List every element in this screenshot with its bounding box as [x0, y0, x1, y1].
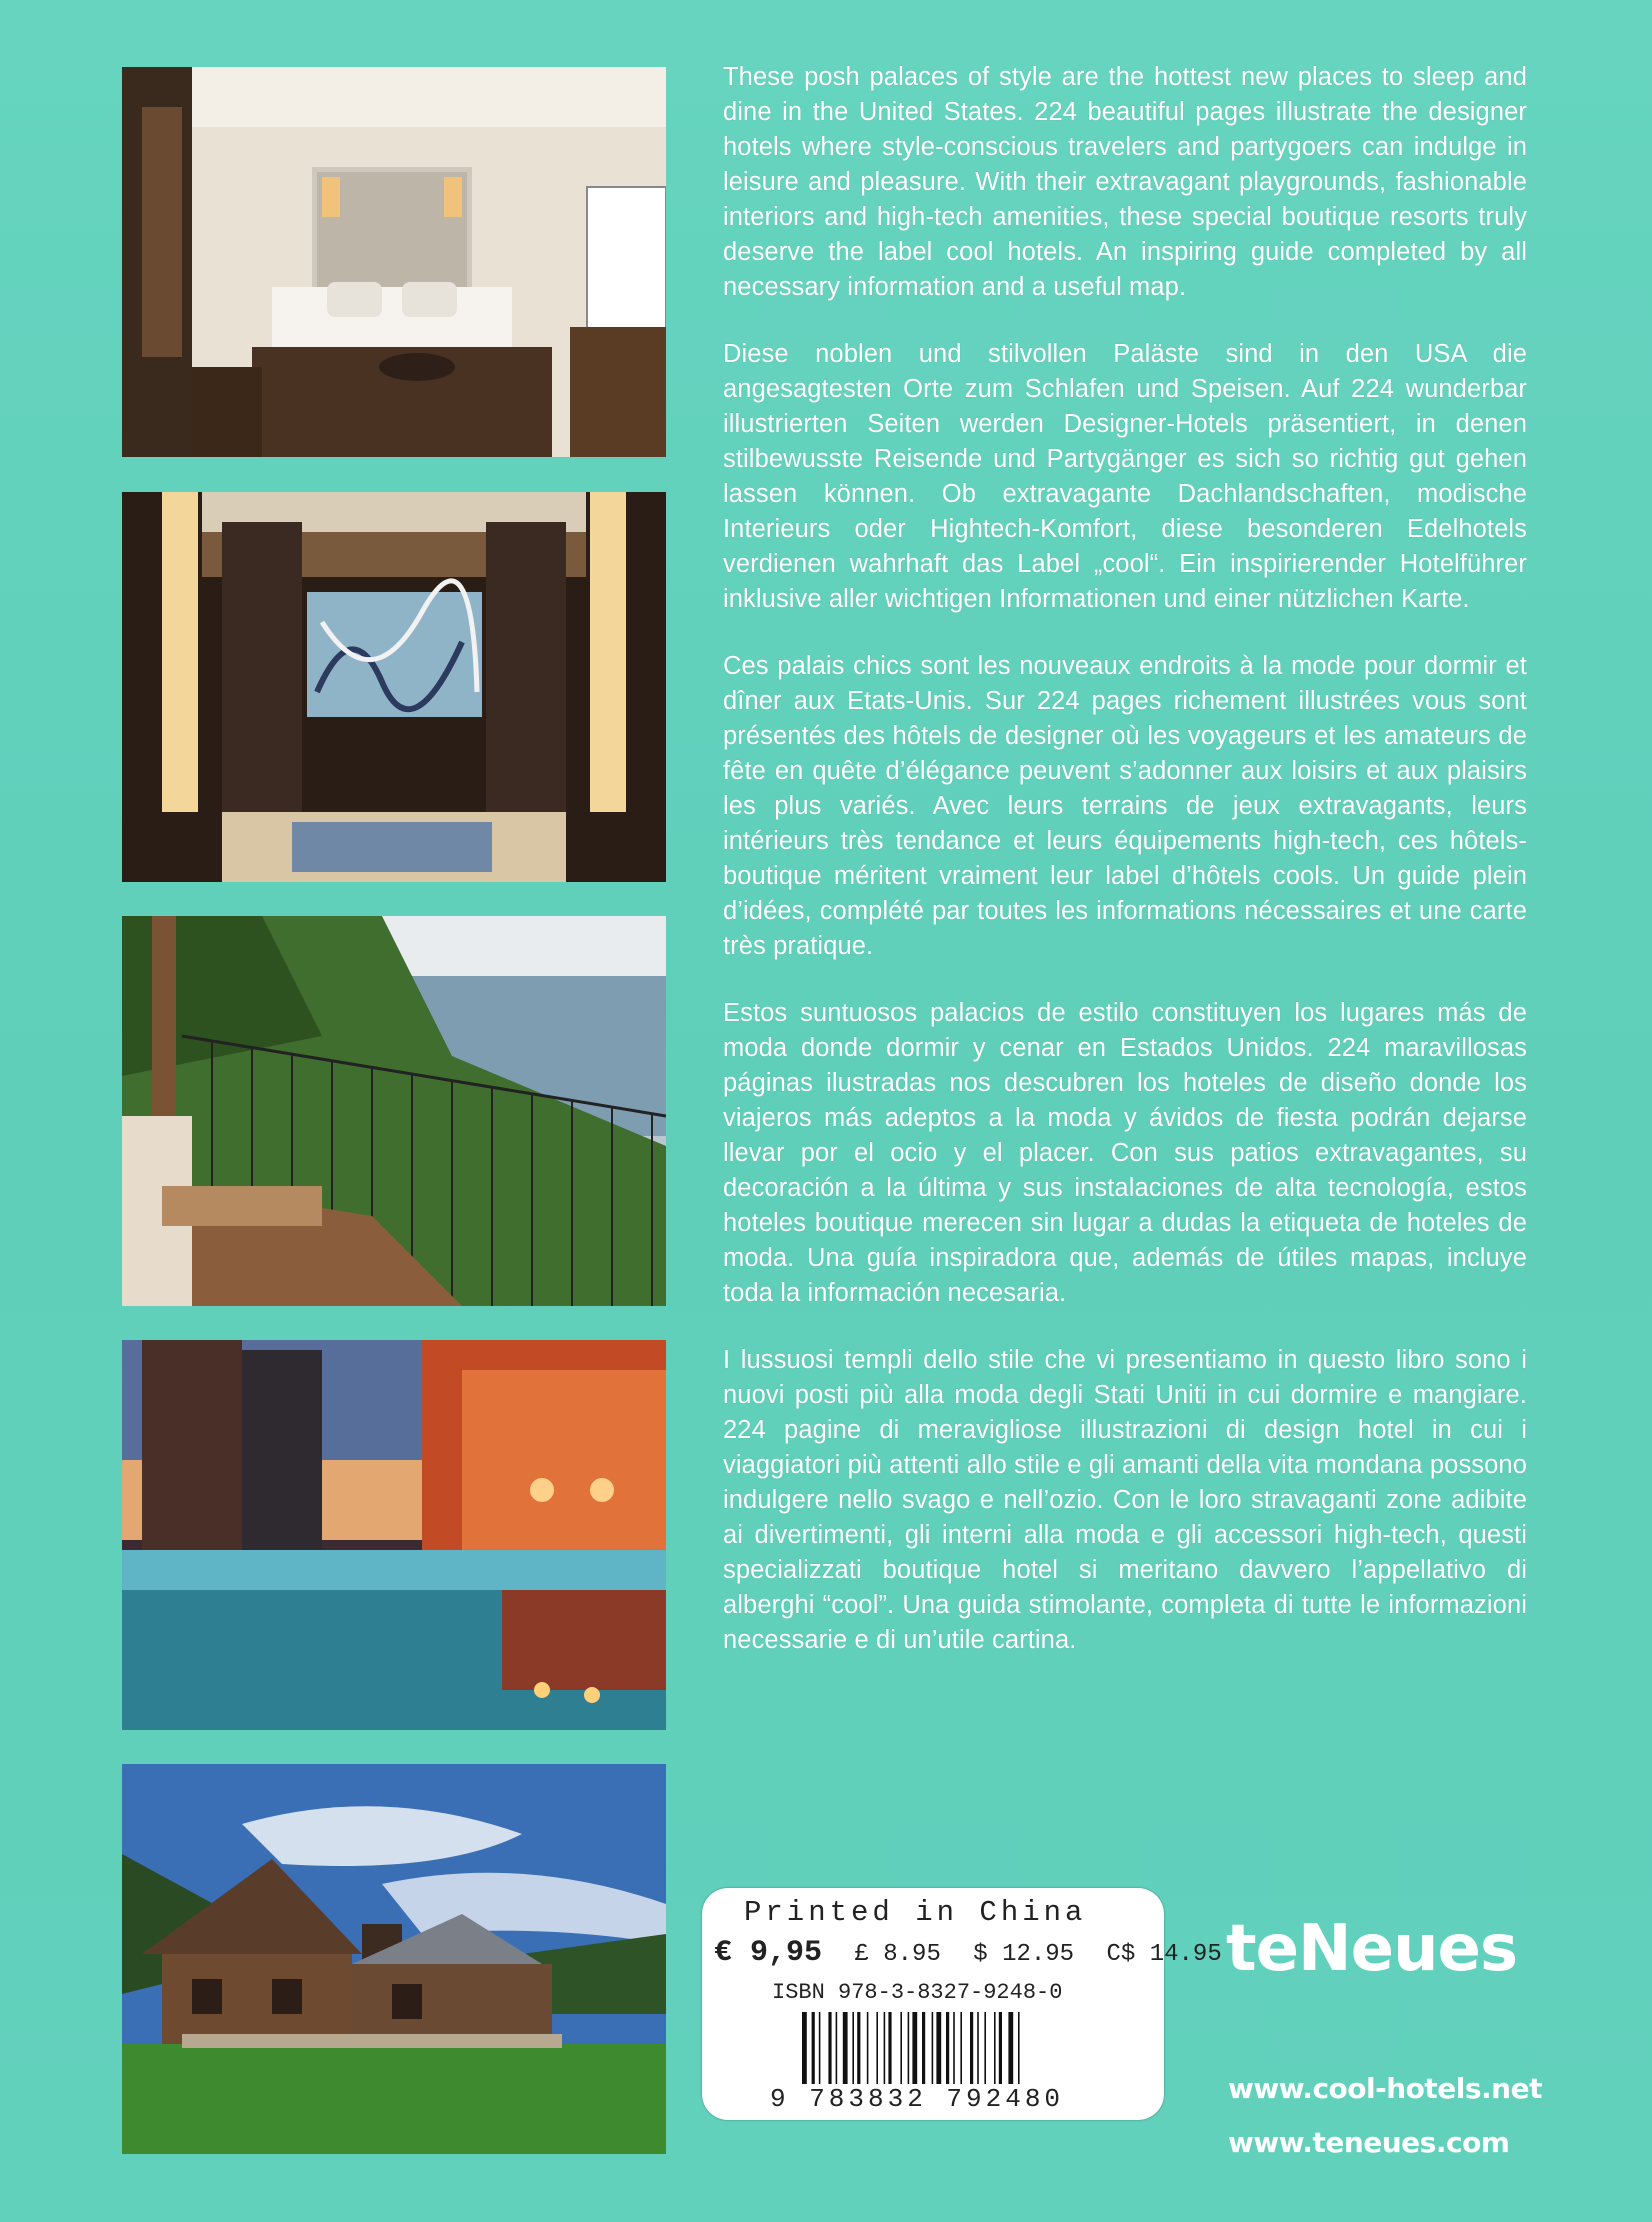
publisher-logo: teNeues — [1226, 1912, 1518, 1986]
photo-hotel-lobby — [122, 492, 666, 882]
price-gbp: £ 8.95 — [854, 1941, 941, 1968]
price-usd: $ 12.95 — [973, 1941, 1075, 1968]
barcode — [802, 2012, 1092, 2084]
price-list — [714, 1936, 1222, 1970]
description-italian: I lussuosi templi dello stile che vi presentiamo in questo libro sono i nuovi posti più alla moda degli Stati Uniti in cui dormire e mangiare. 224 pagine di meravigliose illustrazioni di design hotel in cui i viaggiatori più attenti allo stile e gli amanti della vita mondana possono indulgere nello svago e nell’ozio. Con le loro stravaganti zone adibite ai divertimenti, gli interni alla moda e gli accessori high-tech, questi specializzati boutique hotel si meritano davvero l’appellativo di alberghi “cool”. Una guida stimolante, completa di tutte le informazioni necessarie e di un’utile cartina. — [723, 1346, 1527, 1654]
description-german: Diese noblen und stilvollen Paläste sind in den USA die angesagtesten Orte zum Schlafen und Speisen. Auf 224 wunderbar illustrierten Seiten werden Designer-Hotels präsentiert, in denen stilbewusste Reisende und Partygänger es sich so richtig gut gehen lassen können. Ob extravagante Dachlandschaften, modische Interieurs oder Hightech-Komfort, diese besonderen Edelhotels verdienen wahrhaft das Label „cool“. Ein inspirierender Hotelführer inklusive aller wichtigen Informationen und einer nützlichen Karte. — [723, 340, 1527, 613]
website-link-cool-hotels[interactable]: www.cool-hotels.net — [1228, 2072, 1542, 2105]
price-eur: € 9,95 — [714, 1936, 823, 1970]
description-spanish: Estos suntuosos palacios de estilo constituyen los lugares más de moda donde dormir y cenar en Estados Unidos. 224 maravillosas páginas ilustradas nos descubren los hoteles de diseño donde los viajeros más adeptos a la moda y ávidos de fiesta podrán dejarse llevar por el ocio y el placer. Con sus patios extravagantes, su decoración a la última y sus instalaciones de alta tecnología, estos hoteles boutique merecen sin lugar a dudas la etiqueta de hoteles de moda. Una guía inspiradora que, además de útiles mapas, incluye toda la información necesaria. — [723, 999, 1527, 1307]
price-cad: C$ 14.95 — [1106, 1941, 1222, 1968]
description-text — [723, 60, 1527, 1690]
isbn-number: ISBN 978-3-8327-9248-0 — [772, 1980, 1063, 2005]
website-link-teneues[interactable]: www.teneues.com — [1228, 2126, 1510, 2159]
printed-in-label: Printed in China — [744, 1896, 1087, 1929]
barcode-digits: 9 783832 792480 — [770, 2084, 1065, 2114]
photo-hotel-bedroom — [122, 67, 666, 457]
photo-rooftop-pool — [122, 1340, 666, 1730]
price-sticker — [702, 1888, 1222, 2120]
photo-mountain-lodge — [122, 1764, 666, 2154]
description-french: Ces palais chics sont les nouveaux endroits à la mode pour dormir et dîner aux Etats-Unis. Sur 224 pages richement illustrées vous sont présentés des hôtels de designer où les voyageurs et les amateurs de fête en quête d’élégance peuvent s’adonner aux loisirs et aux plaisirs les plus variés. Avec leurs terrains de jeux extravagants, leurs intérieurs très tendance et leurs équipements high-tech, ces hôtels-boutique méritent vraiment leur label d’hôtels cools. Un guide plein d’idées, complété par toutes les informations nécessaires et une carte très pratique. — [723, 652, 1527, 960]
description-english: These posh palaces of style are the hottest new places to sleep and dine in the United States. 224 beautiful pages illustrate the designer hotels where style-conscious travelers and partygoers can indulge in leisure and pleasure. With their extravagant playgrounds, fashionable interiors and high-tech amenities, these special boutique resorts truly deserve the label cool hotels. An inspiring guide completed by all necessary information and a useful map. — [723, 63, 1527, 301]
photo-coastal-terrace — [122, 916, 666, 1306]
